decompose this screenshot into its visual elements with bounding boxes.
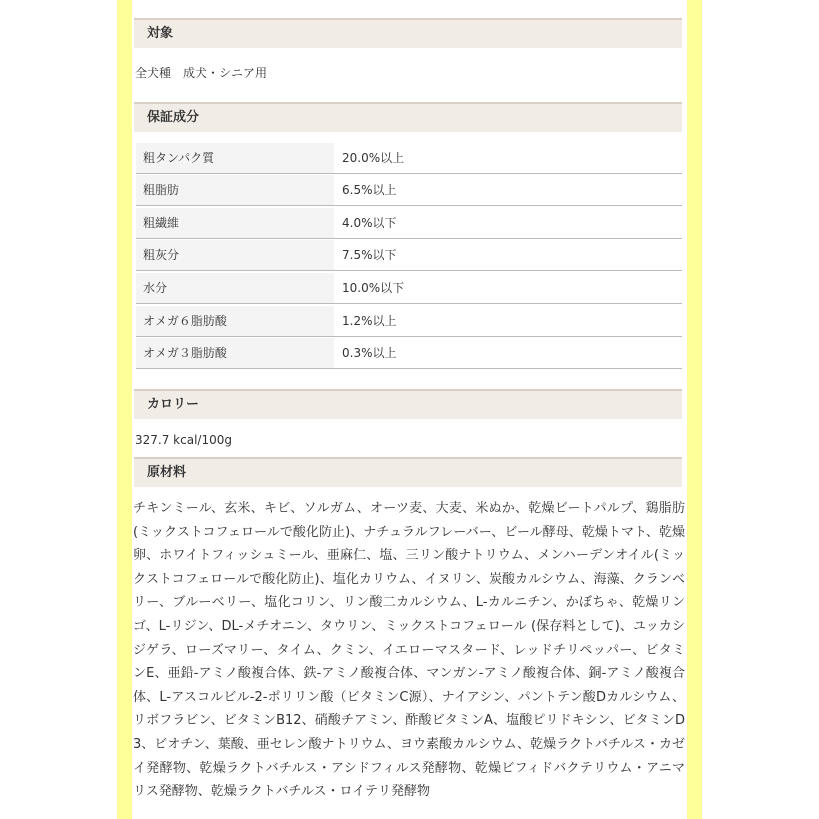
table-row (136, 338, 682, 369)
nutrient-value: 7.5%以下 (342, 248, 397, 262)
nutrient-label: 粗タンパク質 (136, 143, 334, 173)
table-row (136, 208, 682, 239)
ingredients-text: チキンミール、玄米、キビ、ソルガム、オーツ麦、大麦、米ぬか、乾燥ビートパルプ、鶏脂肪(ミックストコフェロールで酸化防止)、ナチュラルフレーバー、ビール酵母、乾燥トマト、乾燥卵、ホワイトフィッシュミール、亜麻仁、塩、三リン酸ナトリウム、メンハーデンオイル(ミックストコフェロールで酸化防止)、塩化カリウム、イヌリン、炭酸カルシウム、海藻、クランベリー、ブルーベリー、塩化コリン、リン酸二カルシウム、L-カルニチン、かぼちゃ、乾燥リンゴ、L-リジン、DL-メチオニン、タウリン、ミックストコフェロール (保存料として)、ユッカシジゲラ、ローズマリー、タイム、クミン、イエローマスタード、レッドチリペッパー、ビタミンE、亜鉛-アミノ酸複合体、鉄-アミノ酸複合体、マンガン-アミノ酸複合体、銅-アミノ酸複合体、L-アスコルビル-2-ポリリン酸（ビタミンC源）、ナイアシン、パントテン酸Dカルシウム、リボフラビン、ビタミンB12、硝酸チアミン、酢酸ビタミンA、塩酸ピリドキシン、ビタミンD3、ビオチン、葉酸、亜セレン酸ナトリウム、ヨウ素酸カルシウム、乾燥ラクトバチルス・カゼイ発酵物、乾燥ラクトバチルス・アシドフィルス発酵物、乾燥ビフィドバクテリウム・アニマリス発酵物、乾燥ラクトバチルス・ロイテリ発酵物 (133, 501, 685, 800)
target-heading: 対象 (134, 18, 682, 48)
guaranteed-analysis-heading: 保証成分 (134, 102, 682, 132)
target-text: 全犬種 成犬・シニア用 (135, 66, 268, 80)
ingredients-heading: 原材料 (134, 457, 682, 487)
table-row (136, 306, 682, 337)
nutrient-value: 6.5%以上 (342, 183, 397, 197)
table-row (136, 143, 682, 174)
nutrient-label: 粗灰分 (136, 240, 334, 270)
nutrient-label: 粗脂肪 (136, 175, 334, 205)
calorie-text: 327.7 kcal/100g (135, 433, 232, 447)
nutrient-value: 0.3%以上 (342, 346, 397, 360)
table-row (136, 273, 682, 304)
nutrient-label: 粗繊維 (136, 208, 334, 238)
nutrient-value: 10.0%以下 (342, 281, 405, 295)
nutrient-value: 4.0%以下 (342, 216, 397, 230)
nutrient-value: 20.0%以上 (342, 151, 405, 165)
table-row (136, 240, 682, 271)
nutrient-label: オメガ３脂肪酸 (136, 338, 334, 368)
nutrient-label: 水分 (136, 273, 334, 303)
calorie-heading: カロリー (134, 389, 682, 419)
table-row (136, 175, 682, 206)
nutrient-label: オメガ６脂肪酸 (136, 306, 334, 336)
nutrient-value: 1.2%以上 (342, 314, 397, 328)
